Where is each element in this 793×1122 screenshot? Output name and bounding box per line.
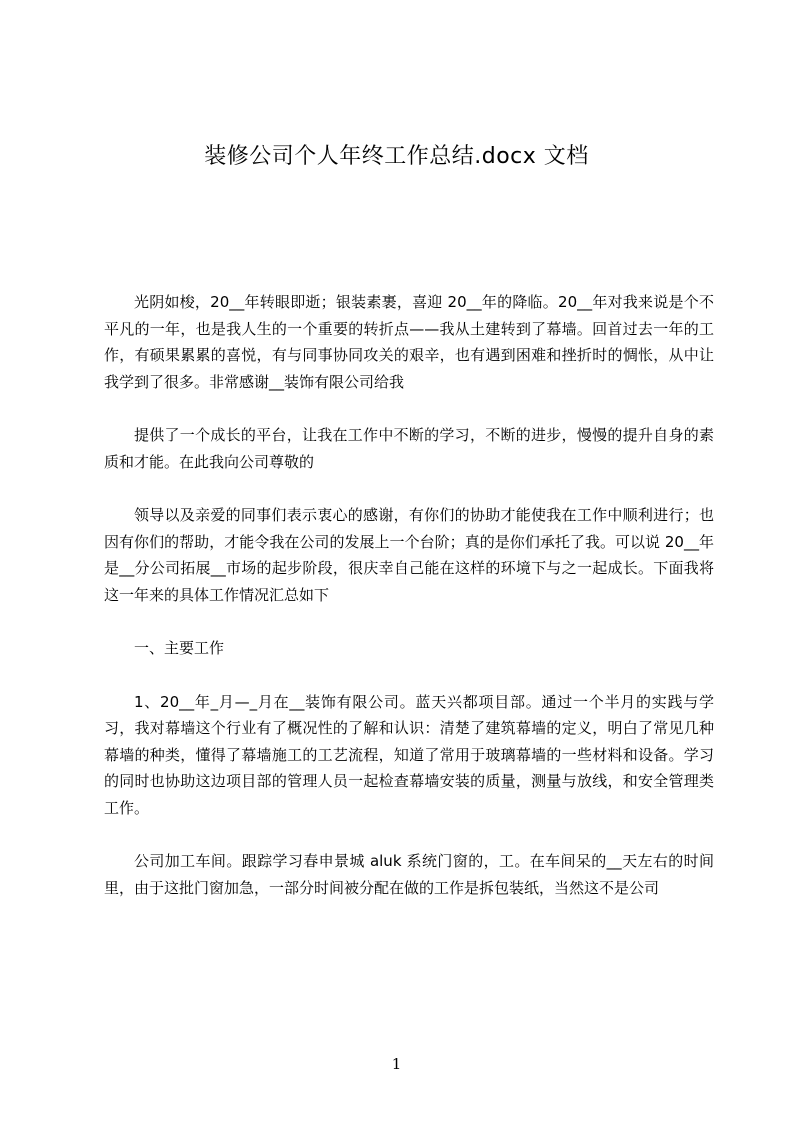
section-heading: 一、主要工作 bbox=[134, 639, 225, 657]
paragraph-platform: 提供了一个成长的平台，让我在工作中不断的学习，不断的进步，慢慢的提升自身的素质和才能。在此我向公司尊敬的 bbox=[104, 426, 714, 471]
paragraph-work-1: 1、20__年_月—_月在__装饰有限公司。蓝天兴都项目部。通过一个半月的实践与学习，我对幕墙这个行业有了概况性的了解和认识：清楚了建筑幕墙的定义，明白了常见几种幕墙的种类，懂得了幕墙施工的工艺流程，知道了常用于玻璃幕墙的一些材料和设备。学习的同时也协助这边项目部的管理人员一起检查幕墙安装的质量，测量与放线，和安全管理类工作。 bbox=[104, 692, 714, 817]
paragraph-work-2: 公司加工车间。跟踪学习春申景城 aluk 系统门窗的，工。在车间呆的__天左右的时间里，由于这批门窗加急，一部分时间被分配在做的工作是拆包装纸，当然这不是公司 bbox=[104, 852, 714, 897]
document-body bbox=[104, 289, 714, 901]
page-number: 1 bbox=[391, 1055, 402, 1073]
paragraph-intro: 光阴如梭，20__年转眼即逝；银装素裹，喜迎 20__年的降临。20__年对我来说是个不平凡的一年，也是我人生的一个重要的转折点——我从土建转到了幕墙。回首过去一年的工作，有硕果累累的喜悦，有与同事协同攻关的艰辛，也有遇到困难和挫折时的惆怅，从中让我学到了很多。非常感谢__装饰有限公司给我 bbox=[104, 293, 714, 391]
document-title: 装修公司个人年终工作总结.docx 文档 bbox=[204, 144, 589, 169]
paragraph-thanks: 领导以及亲爱的同事们表示衷心的感谢，有你们的协助才能使我在工作中顺利进行；也因有你们的帮助，才能令我在公司的发展上一个台阶；真的是你们承托了我。可以说 20__年是__分公司拓展__市场的起步阶段，很庆幸自己能在这样的环境下与之一起成长。下面我将这一年来的具体工作情况汇总如下 bbox=[104, 506, 714, 604]
